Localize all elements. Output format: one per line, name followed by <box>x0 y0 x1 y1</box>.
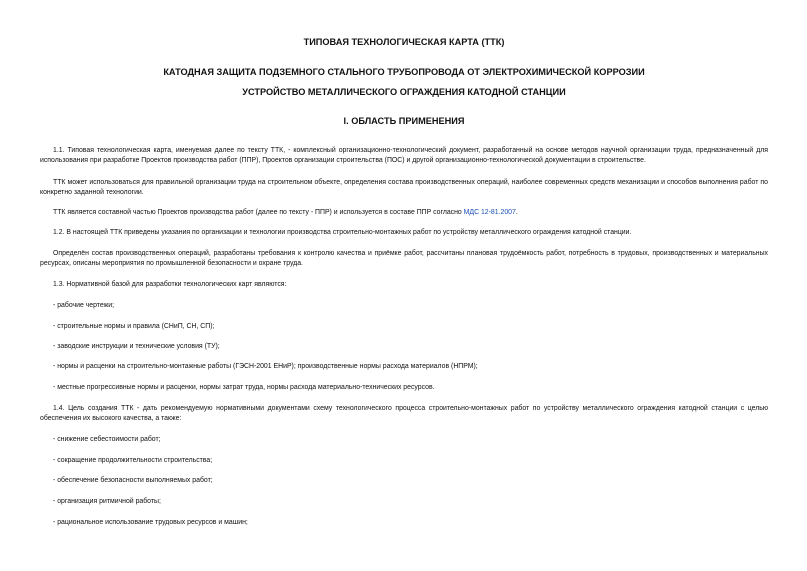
document-title: ТИПОВАЯ ТЕХНОЛОГИЧЕСКАЯ КАРТА (ТТК) <box>303 37 505 47</box>
list-item-duration: - сокращение продолжительности строительства; <box>53 457 213 464</box>
paragraph-ttk-part-text: ТТК является составной частью Проектов производства работ (далее по тексту - ППР) и используется в составе ППР согласно <box>53 209 464 216</box>
document-subtitle-topic: КАТОДНАЯ ЗАЩИТА ПОДЗЕМНОГО СТАЛЬНОГО ТРУБОПРОВОДА ОТ ЭЛЕКТРОХИМИЧЕСКОЙ КОРРОЗИИ <box>163 67 645 77</box>
paragraph-1-4: 1.4. Цель создания ТТК - дать рекомендуемую нормативными документами схему технологического процесса строительно-монтажных работ по устройству металлического ограждения катодной станции с целью обеспечения их высокого качества, а также: <box>40 405 768 423</box>
list-item-rhythm: - организация ритмичной работы; <box>53 498 161 505</box>
section-title: I. ОБЛАСТЬ ПРИМЕНЕНИЯ <box>343 116 465 126</box>
list-item-drawings: - рабочие чертежи; <box>53 302 114 309</box>
paragraph-1-1: 1.1. Типовая технологическая карта, именуемая далее по тексту ТТК, - комплексный организационно-технологический документ, разработанный на основе методов научной организации труда, предназначенный для использования при разработке Проектов производства работ (ППР), Проектов организации строительства (ПОС) и другой организационно-технологической документации в строительстве. <box>40 147 768 165</box>
list-item-cost: - снижение себестоимости работ; <box>53 436 161 443</box>
mds-link[interactable]: МДС 12-81.2007 <box>463 209 516 216</box>
paragraph-ttk-part-end: . <box>515 209 518 216</box>
paragraph-operations: Определён состав производственных операций, разработаны требования к контролю качества и приёмке работ, рассчитаны плановая трудоёмкость работ, потребность в трудовых, производственных и материальных ресурсах, описаны мероприятия по промышленной безопасности и охране труда. <box>40 250 768 268</box>
list-item-safety: - обеспечение безопасности выполняемых работ; <box>53 477 213 484</box>
list-item-tu: - заводские инструкции и технические условия (ТУ); <box>53 343 220 350</box>
list-item-snip: - строительные нормы и правила (СНиП, СН, СП); <box>53 323 215 330</box>
paragraph-ttk-part-of-ppr <box>40 208 768 218</box>
paragraph-1-2: 1.2. В настоящей ТТК приведены указания по организации и технологии производства строительно-монтажных работ по устройству металлического ограждения катодной станции. <box>53 229 632 236</box>
list-item-gesn: - нормы и расценки на строительно-монтажные работы (ГЭСН-2001 ЕНиР); производственные нормы расхода материалов (НПРМ); <box>53 363 478 370</box>
paragraph-ttk-usage: ТТК может использоваться для правильной организации труда на строительном объекте, определения состава производственных операций, наиболее современных средств механизации и способов выполнения работ по конкретно заданной технологии. <box>40 179 768 197</box>
list-item-local-norms: - местные прогрессивные нормы и расценки, нормы затрат труда, нормы расхода материально-технических ресурсов. <box>53 384 435 391</box>
paragraph-1-3: 1.3. Нормативной базой для разработки технологических карт являются: <box>53 281 287 288</box>
list-item-resources: - рациональное использование трудовых ресурсов и машин; <box>53 519 248 526</box>
document-subtitle-work: УСТРОЙСТВО МЕТАЛЛИЧЕСКОГО ОГРАЖДЕНИЯ КАТОДНОЙ СТАНЦИИ <box>242 87 566 97</box>
